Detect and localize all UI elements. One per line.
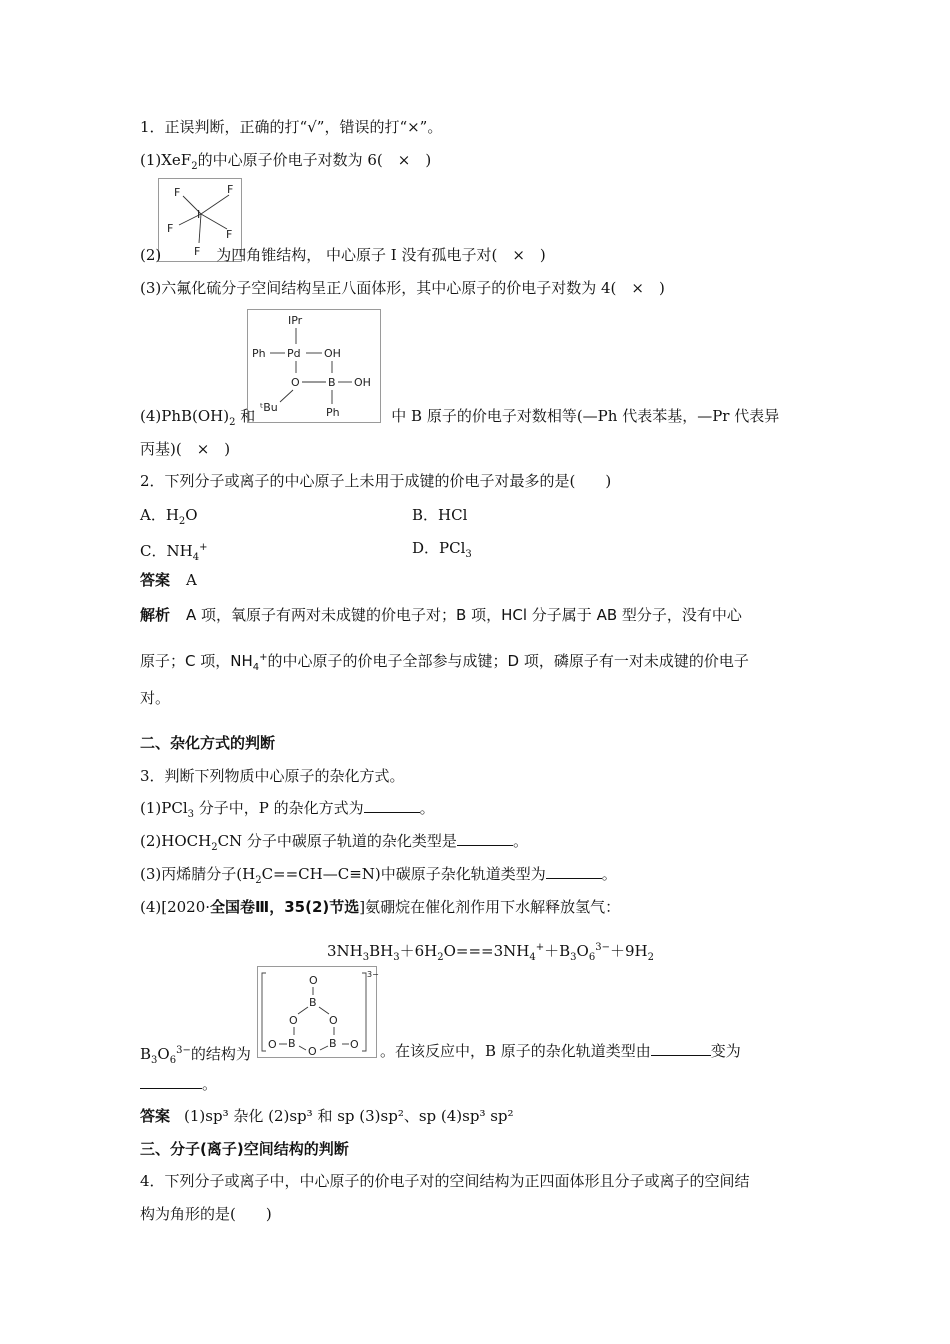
q3-item3-end: 。 <box>601 865 617 883</box>
q3-item5-sub: 6 <box>169 1055 177 1066</box>
o-label: O <box>308 1045 317 1058</box>
q3-item4-text-end: ]氨硼烷在催化剂作用下水解释放氢气： <box>359 898 621 916</box>
explanation-sup: + <box>259 652 268 663</box>
q1-item1-text-end: 的中心原子价电子对数为 6( × ) <box>197 151 432 169</box>
q3-item2-text-mid: CN 分子中碳原子轨道的杂化类型是 <box>217 832 457 850</box>
q2-a-text: A．H <box>140 506 179 524</box>
pd-label: Pd <box>287 347 301 360</box>
q3-item3-text-mid: C==CH—C≡N)中碳原子杂化轨道类型为 <box>261 865 546 883</box>
answer-blank[interactable] <box>140 1074 202 1089</box>
q1-item1-sub: 2 <box>191 161 198 172</box>
if5-i-label: I <box>197 208 201 221</box>
q3-item1-text: (1)PCl <box>140 799 188 817</box>
q3-item5-sup: 3− <box>176 1045 191 1056</box>
o-label: O <box>268 1038 277 1051</box>
q3-item5-cont <box>140 1074 217 1094</box>
q3-item2-text: (2)HOCH <box>140 832 212 850</box>
q2-option-b: B．HCl <box>412 506 468 524</box>
q1-item4-and: 和 <box>235 407 256 425</box>
if5-f-label: F <box>226 228 233 241</box>
q2-answer <box>140 570 197 590</box>
o-label: O <box>291 376 300 389</box>
eq-sup: 3− <box>595 942 610 953</box>
b-label: B <box>288 1037 296 1050</box>
q3-item5-change: 变为 <box>710 1042 741 1060</box>
b-label: B <box>328 376 336 389</box>
explanation-text: 的中心原子的价电子全部参与成键；D 项，磷原子有一对未成键的价电子 <box>267 652 749 670</box>
q2-c-sub: 4 <box>192 552 200 563</box>
q1-item4-cont: 丙基)( × ) <box>140 440 231 458</box>
ph-label: Ph <box>326 406 340 419</box>
q1-item1-text: (1)XeF <box>140 151 192 169</box>
q3-item3-sub: 2 <box>255 875 262 886</box>
q2-c-text: C．NH <box>140 542 193 560</box>
eq-sub: 3 <box>362 952 370 963</box>
eq-part: O===3NH <box>443 942 530 960</box>
o-label: O <box>350 1038 359 1051</box>
q3-item5-sub: 3 <box>151 1055 158 1066</box>
eq-sub: 4 <box>529 952 536 963</box>
q3-item5-text: 的结构为 <box>190 1045 251 1063</box>
q3-item4-source: 全国卷Ⅲ，35(2)节选 <box>210 898 360 916</box>
q3-item2-end: 。 <box>512 832 528 850</box>
eq-part: O <box>576 942 589 960</box>
q2-option-d <box>412 538 472 565</box>
q3-item5-text: B <box>140 1045 152 1063</box>
q3-item3 <box>140 864 617 891</box>
q3-item4 <box>140 897 620 917</box>
answer-blank[interactable] <box>457 831 513 846</box>
b-label: B <box>329 1037 337 1050</box>
eq-sup: + <box>535 942 545 953</box>
q2-a-sub: 2 <box>178 516 186 527</box>
q3-item1 <box>140 798 435 825</box>
q1-item3: (3)六氟化硫分子空间结构呈正八面体形，其中心原子的价电子对数为 4( × ) <box>140 279 665 297</box>
answer-blank[interactable] <box>546 864 602 879</box>
explanation-label: 解析 <box>140 606 171 624</box>
q3-item1-text-mid: 分子中，P 的杂化方式为 <box>194 799 364 817</box>
ph-label: Ph <box>252 347 266 360</box>
if5-f-label: F <box>167 222 174 235</box>
q3-item5 <box>140 1041 251 1071</box>
eq-part: BH <box>369 942 394 960</box>
q2-explanation-line2 <box>140 648 810 678</box>
eq-part: ＋6H <box>399 942 438 960</box>
section-heading-spatial-structure: 三、分子(离子)空间结构的判断 <box>140 1140 349 1158</box>
ipr-label: IPr <box>288 314 303 327</box>
q2-stem: 2．下列分子或离子的中心原子上未用于成键的价电子对最多的是( ) <box>140 472 612 490</box>
b-label: B <box>309 996 317 1009</box>
eq-sub: 2 <box>437 952 444 963</box>
q4-stem-line2: 构为角形的是( ) <box>140 1205 272 1223</box>
q2-a-text-end: O <box>185 506 198 524</box>
o-label: O <box>289 1014 298 1027</box>
oh-label: OH <box>354 376 371 389</box>
q3-item1-sub: 3 <box>187 809 194 820</box>
q3-item1-end: 。 <box>419 799 435 817</box>
q2-c-sup: + <box>199 542 208 553</box>
tbu-label: ᵗBu <box>260 401 278 414</box>
q1-stem: 1．正误判断，正确的打“√”，错误的打“×”。 <box>140 118 443 136</box>
answer-blank[interactable] <box>651 1041 711 1056</box>
q3-item4-text: (4)[2020· <box>140 898 211 916</box>
q3-item5-end: 。 <box>202 1075 218 1093</box>
eq-sub: 3 <box>393 952 400 963</box>
q2-explanation-line1 <box>140 605 810 625</box>
q3-answer <box>140 1106 514 1126</box>
explanation-text: A 项，氧原子有两对未成键的价电子对；B 项，HCl 分子属于 AB 型分子，没有中心 <box>186 606 742 624</box>
q1-item4-sub: 2 <box>229 417 236 428</box>
q3-equation <box>327 938 654 968</box>
q3-item2-sub: 2 <box>211 842 218 853</box>
eq-part: ＋9H <box>609 942 648 960</box>
q3-item5-after <box>380 1041 741 1061</box>
q1-item2-text: 为四角锥结构， 中心原子 I 没有孤电子对( × ) <box>216 246 546 264</box>
q1-item4-text-end: 中 B 原子的价电子对数相等(—Ph 代表苯基，—Pr 代表异 <box>391 407 780 425</box>
q1-item4-text: (4)PhB(OH) <box>140 407 230 425</box>
q2-option-a <box>140 505 198 532</box>
eq-part: ＋B <box>544 942 571 960</box>
b3o6-structure-figure <box>257 966 377 1058</box>
eq-sub: 2 <box>647 952 654 963</box>
q3-item5-after-text: 。在该反应中，B 原子的杂化轨道类型由 <box>380 1042 651 1060</box>
q4-stem-line1: 4．下列分子或离子中，中心原子的价电子对的空间结构为正四面体形且分子或离子的空间结 <box>140 1172 750 1190</box>
q3-item3-text: (3)丙烯腈分子(H <box>140 865 256 883</box>
answer-label: 答案 <box>140 571 171 589</box>
charge-label: 3− <box>367 970 379 979</box>
q3-stem: 3．判断下列物质中心原子的杂化方式。 <box>140 767 405 785</box>
eq-part: 3NH <box>327 942 363 960</box>
q2-explanation-line3: 对。 <box>140 689 171 707</box>
q1-item4 <box>140 406 779 433</box>
answer-value: (1)sp³ 杂化 (2)sp³ 和 sp (3)sp²、sp (4)sp³ sp² <box>184 1107 514 1125</box>
q2-option-c <box>140 538 207 568</box>
q3-item5-text: O <box>157 1045 170 1063</box>
answer-label: 答案 <box>140 1107 171 1125</box>
q1-item2-label: (2) <box>140 246 162 264</box>
if5-f-label: F <box>227 183 234 196</box>
o-label: O <box>329 1014 338 1027</box>
q2-d-text: D．PCl <box>412 539 466 557</box>
if5-f-label: F <box>174 186 181 199</box>
o-label: O <box>309 974 318 987</box>
eq-sub: 6 <box>588 952 596 963</box>
oh-label: OH <box>324 347 341 360</box>
q1-item2 <box>140 245 546 265</box>
q1-item1 <box>140 150 431 177</box>
answer-value: A <box>186 571 197 589</box>
q2-d-sub: 3 <box>465 549 472 560</box>
eq-sub: 3 <box>570 952 577 963</box>
explanation-sub: 4 <box>252 662 260 673</box>
section-heading-hybridization: 二、杂化方式的判断 <box>140 734 276 752</box>
explanation-text: 原子；C 项，NH <box>140 652 253 670</box>
answer-blank[interactable] <box>364 798 420 813</box>
if5-f-label: F <box>194 245 201 258</box>
q3-item2 <box>140 831 528 858</box>
